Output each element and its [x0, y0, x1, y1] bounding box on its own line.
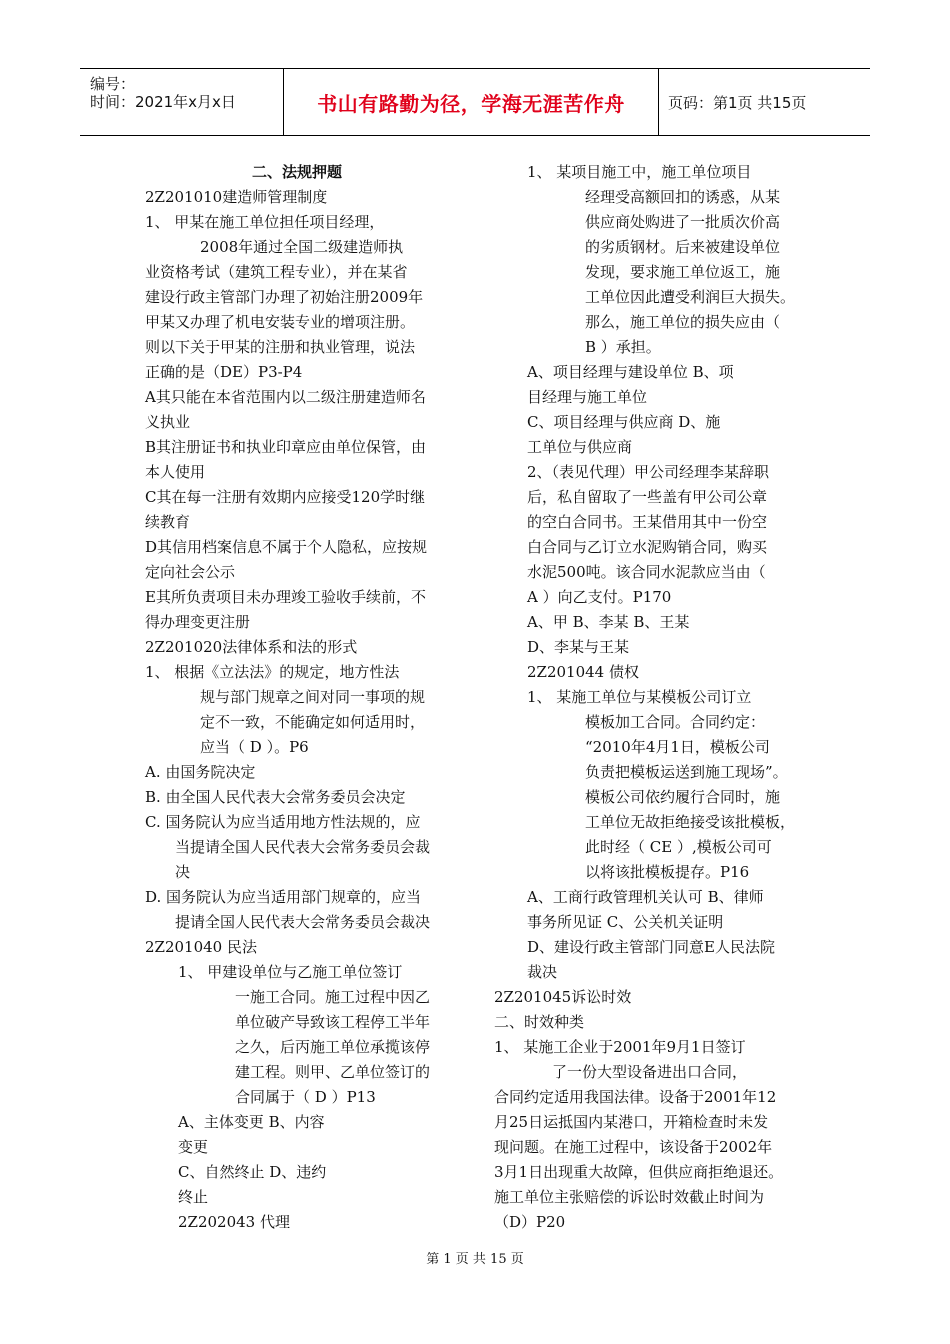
answer-option: A、项目经理与建设单位 B、项 [527, 363, 734, 381]
question-text: 规与部门规章之间对同一事项的规 [200, 688, 426, 706]
question-text: 施工单位主张赔偿的诉讼时效截止时间为 [494, 1188, 765, 1206]
answer-option: 义执业 [145, 413, 191, 431]
question-text: 建工程。则甲、乙单位签订的 [235, 1063, 431, 1081]
question-text: 1、 某项目施工中，施工单位项目 [527, 163, 752, 181]
answer-option: A、主体变更 B、内容 [178, 1113, 325, 1131]
answer-option: 决 [175, 863, 191, 881]
question-text: 经理受高额回扣的诱惑，从某 [585, 188, 781, 206]
question-text: 之久，后丙施工单位承揽该停 [235, 1038, 431, 1056]
answer-option: D、建设行政主管部门同意E人民法院 [527, 938, 775, 956]
answer-option: 提请全国人民代表大会常务委员会裁决 [175, 913, 431, 931]
question-text: 白合同与乙订立水泥购销合同，购买 [527, 538, 768, 556]
chapter-heading: 2Z201044 债权 [527, 663, 639, 681]
answer-option: 当提请全国人民代表大会常务委员会裁 [175, 838, 431, 856]
question-text: （D）P20 [494, 1213, 566, 1231]
answer-option: 终止 [178, 1188, 209, 1206]
answer-option: D、李某与王某 [527, 638, 630, 656]
question-text: 单位破产导致该工程停工半年 [235, 1013, 431, 1031]
question-text: 则以下关于甲某的注册和执业管理，说法 [145, 338, 416, 356]
question-text: 1、 根据《立法法》的规定，地方性法 [145, 663, 400, 681]
question-text: 以将该批模板提存。P16 [585, 863, 750, 881]
answer-option: A、甲 B、李某 B、王某 [527, 613, 690, 631]
document-header [80, 68, 870, 136]
question-text: 建设行政主管部门办理了初始注册2009年 [145, 288, 424, 306]
chapter-heading: 2Z201040 民法 [145, 938, 257, 956]
header-meta-cell [80, 69, 283, 135]
question-text: 了一份大型设备进出口合同， [552, 1063, 748, 1081]
answer-option: 事务所见证 C、公关机关证明 [527, 913, 724, 931]
chapter-heading: 2Z201020法律体系和法的形式 [145, 638, 358, 656]
answer-option: A其只能在本省范围内以二级注册建造师名 [145, 388, 426, 406]
question-text: 月25日运抵国内某港口，开箱检查时未发 [494, 1113, 769, 1131]
header-divider [658, 69, 659, 135]
answer-option: D. 国务院认为应当适用部门规章的，应当 [145, 888, 422, 906]
answer-option: B其注册证书和执业印章应由单位保管，由 [145, 438, 427, 456]
answer-option: 工单位与供应商 [527, 438, 633, 456]
chapter-heading: 2Z202043 代理 [178, 1213, 290, 1231]
answer-option: 续教育 [145, 513, 191, 531]
answer-option: 变更 [178, 1138, 209, 1156]
chapter-heading: 2Z201045诉讼时效 [494, 988, 632, 1006]
question-text: 现问题。在施工过程中，该设备于2002年 [494, 1138, 773, 1156]
question-text: 的劣质钢材。后来被建设单位 [585, 238, 781, 256]
question-text: 工单位无故拒绝接受该批模板， [585, 813, 796, 831]
answer-option: A、工商行政管理机关认可 B、律师 [527, 888, 764, 906]
question-text: 水泥500吨。该合同水泥款应当由（ [527, 563, 766, 581]
question-text: 模板公司依约履行合同时，施 [585, 788, 781, 806]
answer-option: 定向社会公示 [145, 563, 236, 581]
question-text: 那么，施工单位的损失应由（ [585, 313, 781, 331]
question-text: 后，私自留取了一些盖有甲公司公章 [527, 488, 768, 506]
answer-option: B. 由全国人民代表大会常务委员会决定 [145, 788, 406, 806]
question-text: 合同属于（ D ）P13 [235, 1088, 376, 1106]
answer-option: A. 由国务院决定 [145, 763, 256, 781]
answer-option: C、项目经理与供应商 D、施 [527, 413, 721, 431]
section-title: 二、法规押题 [252, 163, 343, 181]
question-text: 模板加工合同。合同约定： [585, 713, 766, 731]
answer-option: E其所负责项目未办理竣工验收手续前，不 [145, 588, 426, 606]
answer-option: C. 国务院认为应当适用地方性法规的，应 [145, 813, 421, 831]
section-heading: 二、时效种类 [494, 1013, 585, 1031]
question-text: 合同约定适用我国法律。设备于2001年12 [494, 1088, 777, 1106]
question-text: 应当（ D ）。P6 [200, 738, 309, 756]
question-text: 发现，要求施工单位返工，施 [585, 263, 781, 281]
question-text: 甲某又办理了机电安装专业的增项注册。 [145, 313, 416, 331]
question-text: “2010年4月1日，模板公司 [585, 738, 770, 756]
chapter-heading: 2Z201010建造师管理制度 [145, 188, 328, 206]
question-text: 1、 甲建设单位与乙施工单位签订 [178, 963, 403, 981]
page-footer: 第 1 页 共 15 页 [426, 1252, 524, 1267]
answer-option: 裁决 [527, 963, 558, 981]
question-text: 供应商处购进了一批质次价高 [585, 213, 781, 231]
question-text: 的空白合同书。王某借用其中一份空 [527, 513, 768, 531]
header-motto: 书山有路勤为径，学海无涯苦作舟 [317, 91, 625, 116]
question-text: 1、 某施工企业于2001年9月1日签订 [494, 1038, 746, 1056]
question-text: A ）向乙支付。P170 [527, 588, 672, 606]
answer-option: 本人使用 [145, 463, 206, 481]
answer-option: 目经理与施工单位 [527, 388, 648, 406]
question-text: B ）承担。 [585, 338, 661, 356]
header-page-info: 页码：第1页 共15页 [668, 93, 807, 112]
question-text: 正确的是（DE）P3-P4 [145, 363, 303, 381]
answer-option: C其在每一注册有效期内应接受120学时继 [145, 488, 426, 506]
answer-option: D其信用档案信息不属于个人隐私，应按规 [145, 538, 428, 556]
question-text: 3月1日出现重大故障，但供应商拒绝退还。 [494, 1163, 784, 1181]
question-text: 1、 甲某在施工单位担任项目经理， [145, 213, 385, 231]
question-text: 2、（表见代理）甲公司经理李某辞职 [527, 463, 770, 481]
question-text: 此时经（ CE ）,模板公司可 [585, 838, 772, 856]
question-text: 定不一致，不能确定如何适用时， [200, 713, 426, 731]
question-text: 业资格考试（建筑工程专业），并在某省 [145, 263, 408, 281]
question-text: 负责把模板运送到施工现场”。 [585, 763, 788, 781]
question-text: 工单位因此遭受利润巨大损失。 [585, 288, 796, 306]
answer-option: C、自然终止 D、违约 [178, 1163, 327, 1181]
answer-option: 得办理变更注册 [145, 613, 251, 631]
date-label: 时间：2021年x月x日 [90, 93, 236, 111]
serial-number-label: 编号： [90, 75, 136, 93]
question-text: 1、 某施工单位与某模板公司订立 [527, 688, 752, 706]
question-text: 2008年通过全国二级建造师执 [200, 238, 404, 256]
question-text: 一施工合同。施工过程中因乙 [235, 988, 431, 1006]
